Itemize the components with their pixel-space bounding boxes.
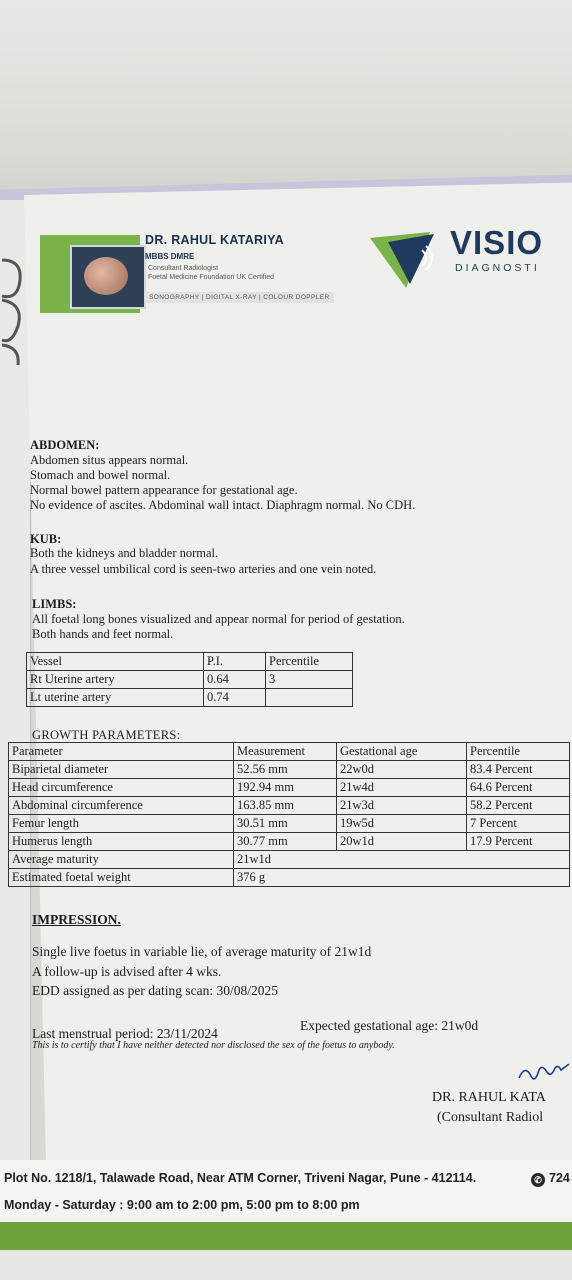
footer-lower-band (0, 1250, 572, 1280)
doppler-table (26, 652, 353, 707)
doctor-degrees: MBBS DMRE (145, 252, 195, 261)
table-cell: 83.4 Percent (467, 761, 570, 779)
table-header: Measurement (234, 743, 337, 761)
letterhead (40, 224, 572, 310)
growth-table (8, 742, 570, 887)
table-header: Percentile (467, 743, 570, 761)
table-header: Percentile (266, 653, 353, 671)
table-cell: 64.6 Percent (467, 779, 570, 797)
table-header: P.I. (204, 653, 266, 671)
table-cell: 52.56 mm (234, 761, 337, 779)
doctor-title-2: Foetal Medicine Foundation UK Certified (148, 274, 275, 281)
impression-line: Single live foetus in variable lie, of average maturity of 21w1d (32, 944, 372, 959)
vision-logo-icon (370, 228, 450, 288)
table-header: Parameter (9, 743, 234, 761)
lmp-text: Last menstrual period: 23/11/2024 (32, 1026, 218, 1041)
average-maturity-label: Average maturity (9, 851, 234, 869)
limbs-line: Both hands and feet normal. (32, 627, 174, 641)
average-maturity-value: 21w1d (234, 851, 570, 869)
table-cell: Lt uterine artery (27, 689, 204, 707)
table-header: Gestational age (337, 743, 467, 761)
limbs-heading: LIMBS: (32, 597, 77, 611)
kub-line: Both the kidneys and bladder normal. (30, 546, 219, 560)
brand-name: VISIO (450, 224, 544, 261)
table-cell: Rt Uterine artery (27, 671, 204, 689)
table-cell: Abdominal circumference (9, 797, 234, 815)
table-cell: 20w1d (337, 833, 467, 851)
table-cell (266, 689, 353, 707)
table-cell: Femur length (9, 815, 234, 833)
table-cell: Head circumference (9, 779, 234, 797)
footer-phone: 724 (549, 1171, 570, 1185)
efw-value: 376 g (234, 869, 570, 887)
table-row (9, 761, 570, 779)
footer-address: Plot No. 1218/1, Talawade Road, Near ATM Corner, Triveni Nagar, Pune - 412114. (4, 1171, 477, 1185)
table-header-row (27, 653, 353, 671)
table-cell: 58.2 Percent (467, 797, 570, 815)
footer-green-band (0, 1222, 572, 1250)
abdomen-heading: ABDOMEN: (30, 438, 100, 452)
signature-title: (Consultant Radiol (437, 1110, 544, 1125)
table-header-row (9, 743, 570, 761)
signature-icon (515, 1060, 572, 1086)
impression-line: EDD assigned as per dating scan: 30/08/2025 (32, 983, 278, 998)
signature-name: DR. RAHUL KATA (432, 1090, 546, 1105)
table-cell: 3 (266, 671, 353, 689)
table-cell: 7 Percent (467, 815, 570, 833)
table-cell: 30.51 mm (234, 815, 337, 833)
clinic-photo (70, 245, 146, 309)
table-cell: 21w4d (337, 779, 467, 797)
table-row (27, 671, 353, 689)
abdomen-line: Abdomen situs appears normal. (30, 453, 189, 467)
impression-line: A follow-up is advised after 4 wks. (32, 964, 222, 979)
table-cell: 192.94 mm (234, 779, 337, 797)
footer-hours: Monday - Saturday : 9:00 am to 2:00 pm, 5:00 pm to 8:00 pm (4, 1198, 360, 1212)
table-header: Vessel (27, 653, 204, 671)
doctor-name: DR. RAHUL KATARIYA (145, 233, 284, 247)
table-row (27, 689, 353, 707)
kub-heading: KUB: (30, 532, 62, 546)
brand-subtitle: DIAGNOSTI (455, 262, 540, 274)
table-cell: 0.74 (204, 689, 266, 707)
table-row (9, 797, 570, 815)
certify-text: This is to certify that I have neither detected nor disclosed the sex of the foetus to anybody. (32, 1040, 395, 1051)
baby-photo-icon (84, 257, 128, 295)
table-cell: 17.9 Percent (467, 833, 570, 851)
table-row (9, 779, 570, 797)
table-cell: Biparietal diameter (9, 761, 234, 779)
table-row (9, 851, 570, 869)
book-edge (0, 200, 31, 1280)
table-row (9, 833, 570, 851)
kub-line: A three vessel umbilical cord is seen-two arteries and one vein noted. (30, 562, 377, 576)
table-cell: Humerus length (9, 833, 234, 851)
table-cell: 22w0d (337, 761, 467, 779)
ega-text: Expected gestational age: 21w0d (300, 1018, 479, 1033)
table-cell: 30.77 mm (234, 833, 337, 851)
efw-label: Estimated foetal weight (9, 869, 234, 887)
phone-icon: ✆ (531, 1173, 545, 1187)
growth-title: GROWTH PARAMETERS: (32, 728, 181, 742)
abdomen-line: No evidence of ascites. Abdominal wall intact. Diaphragm normal. No CDH. (30, 498, 416, 512)
table-row (9, 815, 570, 833)
services-strip: SONOGRAPHY | DIGITAL X-RAY | COLOUR DOPPLER (145, 292, 334, 303)
table-cell: 163.85 mm (234, 797, 337, 815)
impression-heading: IMPRESSION. (32, 912, 121, 927)
limbs-line: All foetal long bones visualized and appear normal for period of gestation. (32, 612, 405, 626)
table-cell: 0.64 (204, 671, 266, 689)
doctor-title-1: Consultant Radiologist (148, 265, 219, 272)
abdomen-line: Normal bowel pattern appearance for gestational age. (30, 483, 298, 497)
table-row (9, 869, 570, 887)
abdomen-line: Stomach and bowel normal. (30, 468, 171, 482)
table-cell: 21w3d (337, 797, 467, 815)
table-cell: 19w5d (337, 815, 467, 833)
